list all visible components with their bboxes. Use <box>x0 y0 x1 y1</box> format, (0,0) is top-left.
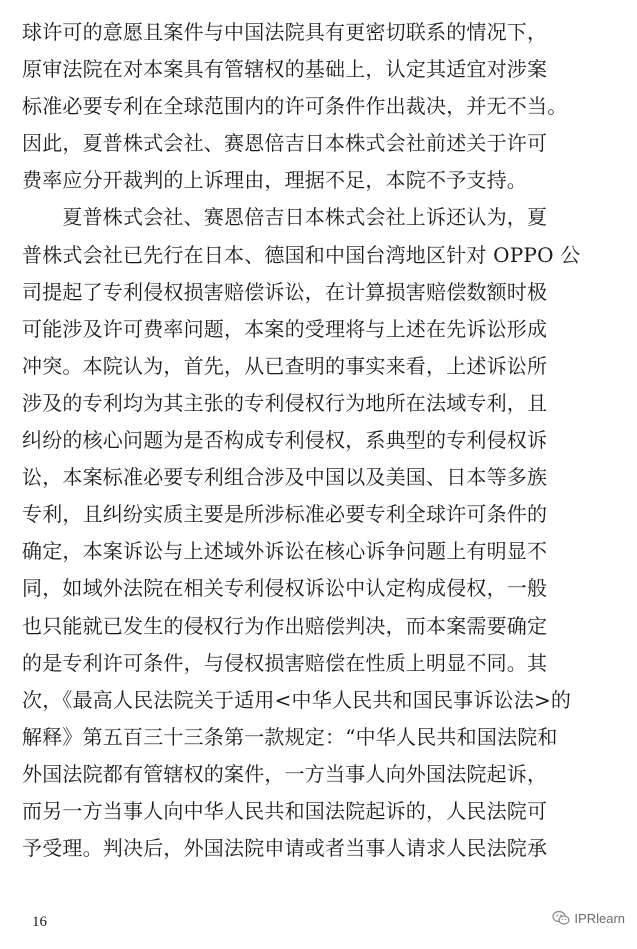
text-line: 也只能就已发生的侵权行为作出赔偿判决，而本案需要确定 <box>22 613 548 638</box>
body-text <box>22 14 622 867</box>
text-line: 同，如域外法院在相关专利侵权诉讼中认定构成侵权，一般 <box>22 576 548 601</box>
text-line: 确定，本案诉讼与上述域外诉讼在核心诉争问题上有明显不 <box>22 539 548 564</box>
text-line: 可能涉及许可费率问题，本案的受理将与上述在先诉讼形成 <box>22 316 548 341</box>
text-line: 因此，夏普株式会社、赛恩倍吉日本株式会社前述关于许可 <box>22 131 548 156</box>
text-line: 球许可的意愿且案件与中国法院具有更密切联系的情况下， <box>22 20 548 44</box>
text-line: 的是专利许可条件，与侵权损害赔偿在性质上明显不同。其 <box>22 650 548 675</box>
text-line: 原审法院在对本案具有管辖权的基础上，认定其适宜对涉案 <box>22 57 548 82</box>
text-line: 专利，且纠纷实质主要是所涉标准必要专利全球许可条件的 <box>22 502 548 527</box>
text-line: 外国法院都有管辖权的案件，一方当事人向外国法院起诉， <box>22 761 548 786</box>
text-line: 解释》第五百三十三条第一款规定：“中华人民共和国法院和 <box>22 724 558 749</box>
text-line: 而另一方当事人向中华人民共和国法院起诉的，人民法院可 <box>22 798 548 823</box>
text-line: 讼，本案标准必要专利组合涉及中国以及美国、日本等多族 <box>22 465 548 490</box>
text-line: 次，《最高人民法院关于适用<中华人民共和国民事诉讼法>的 <box>22 687 572 712</box>
text-line: 费率应分开裁判的上诉理由，理据不足，本院不予支持。 <box>22 168 527 193</box>
text-line: 司提起了专利侵权损害赔偿诉讼，在计算损害赔偿数额时极 <box>22 279 548 304</box>
text-line: 涉及的专利均为其主张的专利侵权行为地所在法域专利，且 <box>22 390 548 415</box>
watermark-text: IPRlearn <box>574 910 625 926</box>
wechat-icon <box>552 910 570 926</box>
text-line: 普株式会社已先行在日本、德国和中国台湾地区针对 OPPO 公 <box>22 242 581 267</box>
text-line: 夏普株式会社、赛恩倍吉日本株式会社上诉还认为，夏 <box>22 205 548 230</box>
text-line: 冲突。本院认为，首先，从已查明的事实来看，上述诉讼所 <box>22 353 548 378</box>
text-line: 纠纷的核心问题为是否构成专利侵权，系典型的专利侵权诉 <box>22 428 548 453</box>
text-line: 标准必要专利在全球范围内的许可条件作出裁决，并无不当。 <box>22 94 568 119</box>
text-line: 予受理。判决后，外国法院申请或者当事人请求人民法院承 <box>22 836 548 861</box>
page-number: 16 <box>32 914 47 930</box>
watermark <box>552 910 625 926</box>
